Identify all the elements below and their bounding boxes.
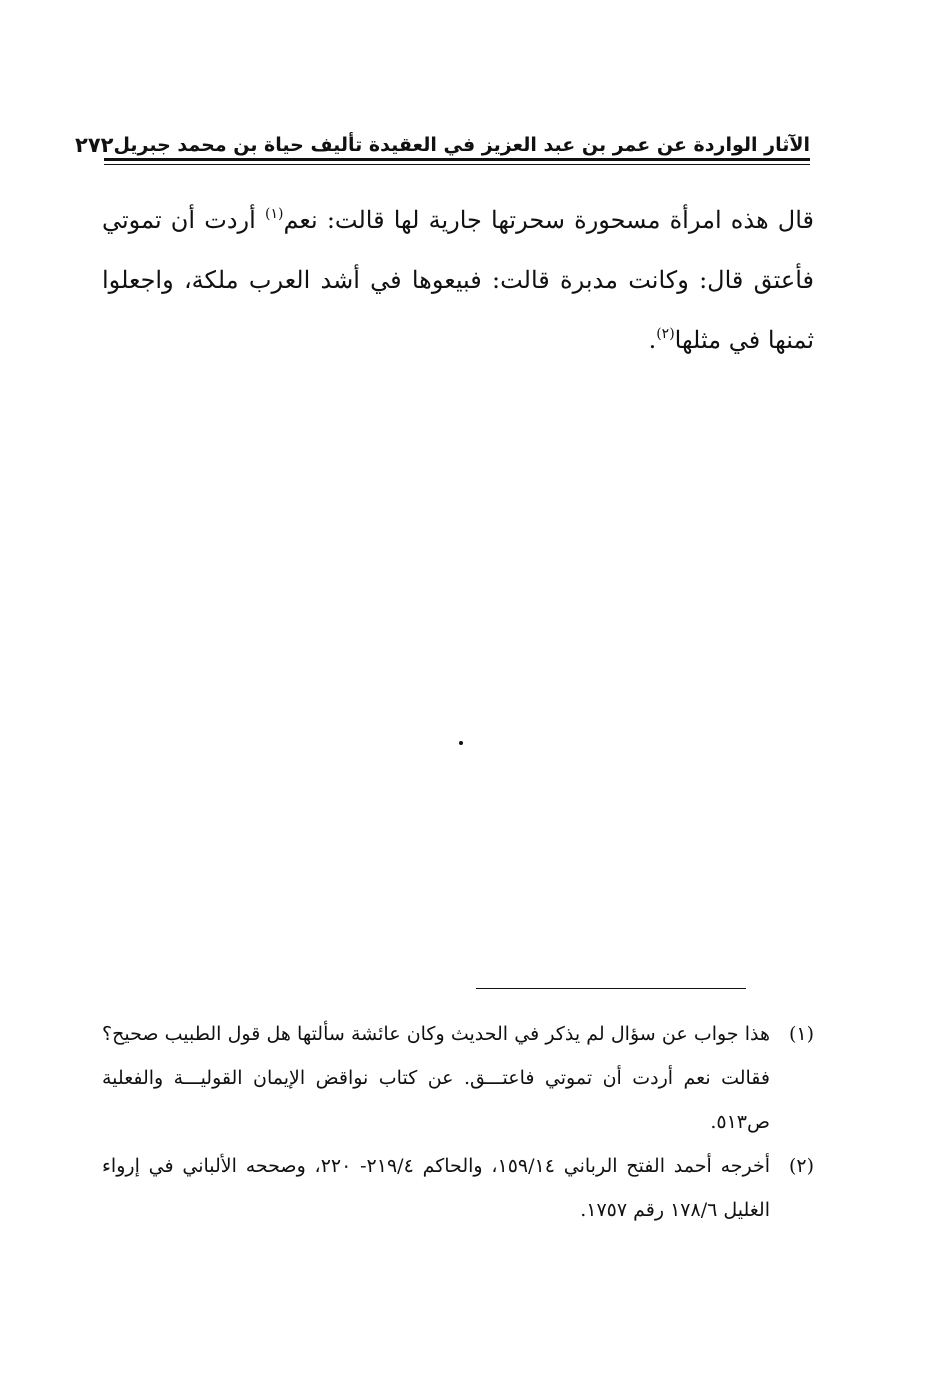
footnotes xyxy=(102,1012,814,1232)
footnote-1 xyxy=(102,1012,814,1144)
footnote-2 xyxy=(102,1144,814,1232)
footnote-ref-2: (٢) xyxy=(656,326,675,342)
main-text-part-1: قال هذه امرأة مسحورة سحرتها جارية لها قالت: نعم xyxy=(283,206,814,234)
page-number: ٢٧٢ xyxy=(75,133,114,157)
header-rule-thin xyxy=(104,164,810,165)
header-title: الآثار الواردة عن عمر بن عبد العزيز في العقيدة تأليف حياة بن محمد جبريل xyxy=(113,134,810,156)
footnote-text: أخرجه أحمد الفتح الرباني ١٥٩/١٤، والحاكم ٢١٩/٤- ٢٢٠، وصححه الألباني في إرواء الغليل ١٧٨/٦ رقم ١٧٥٧. xyxy=(102,1155,771,1221)
footnote-marker: (١) xyxy=(788,1023,814,1045)
main-paragraph xyxy=(102,190,814,370)
footnote-separator xyxy=(476,988,746,989)
running-header xyxy=(75,120,810,160)
main-text-part-2: أردت أن تموتي فأعتق قال: وكانت مدبرة قالت: فبيعوها في أشد العرب ملكة، واجعلوا ثمنها في مثلها xyxy=(102,206,814,354)
footnote-text: هذا جواب عن سؤال لم يذكر في الحديث وكان عائشة سألتها هل قول الطبيب صحيح؟ فقالت نعم أردت أن تموتي فاعتـــق. عن كتاب نواقض الإيمان القوليـــة والفعلية ص٥١٣. xyxy=(102,1023,770,1133)
footnote-ref-1: (١) xyxy=(264,206,284,222)
header-rule xyxy=(104,158,810,161)
footnote-marker: (٢) xyxy=(788,1155,814,1177)
main-text-part-3: . xyxy=(648,326,657,354)
stray-mark xyxy=(459,741,463,745)
